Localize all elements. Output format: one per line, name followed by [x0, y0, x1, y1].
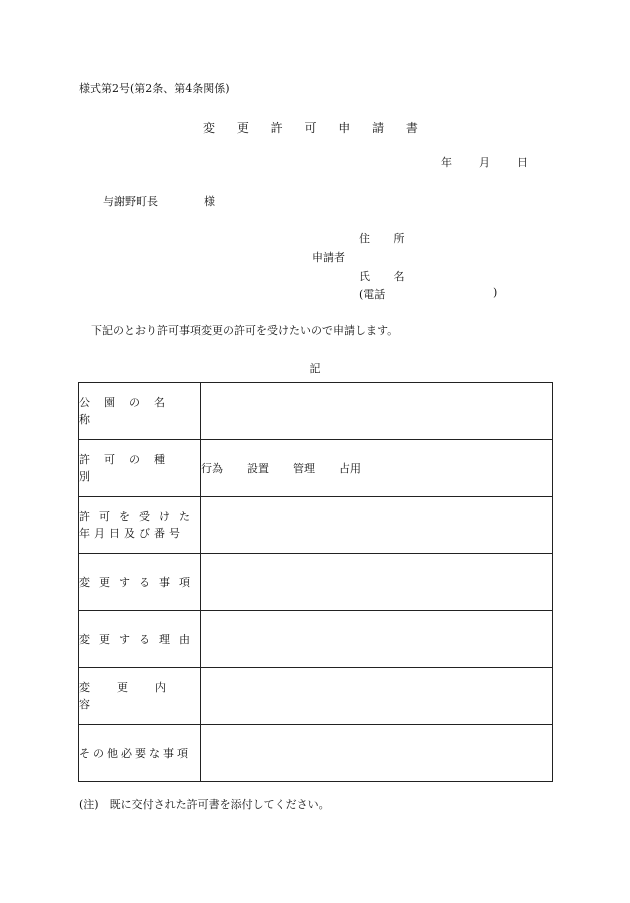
phone-close-paren: )	[493, 286, 498, 299]
intro-text: 下記のとおり許可事項変更の許可を受けたいので申請します。	[91, 324, 399, 337]
row-value-other-matters[interactable]	[201, 725, 553, 782]
table-row	[79, 611, 553, 668]
permit-option-act[interactable]: 行為	[201, 462, 223, 475]
table-row	[79, 668, 553, 725]
row-label-other-matters: その他必要な事項	[79, 725, 201, 782]
row-label-change-items: 変更する事項	[79, 554, 201, 611]
row-label-line1: 許可を受けた	[79, 510, 199, 523]
row-label-permit-date-number	[79, 497, 201, 554]
phone-label: (電話	[359, 288, 386, 301]
date-day: 日	[517, 156, 528, 169]
row-value-park-name[interactable]	[201, 383, 553, 440]
row-label-permit-type: 許可の種別	[79, 440, 201, 497]
row-label-change-content: 変更内容	[79, 668, 201, 725]
table-row	[79, 725, 553, 782]
date-month: 月	[479, 156, 490, 169]
application-table	[78, 382, 553, 782]
date-year: 年	[441, 156, 452, 169]
row-value-change-reason[interactable]	[201, 611, 553, 668]
permit-option-management[interactable]: 管理	[293, 462, 315, 475]
row-label-line2: 年月日及び番号	[79, 527, 184, 540]
row-label-change-reason: 変更する理由	[79, 611, 201, 668]
date-line	[441, 154, 528, 170]
form-number: 様式第2号(第2条、第4条関係)	[79, 82, 230, 95]
permit-option-occupancy[interactable]: 占用	[339, 462, 361, 475]
name-label: 氏 名	[359, 270, 415, 283]
document-title: 変 更 許 可 申 請 書	[203, 121, 427, 135]
addressee-name: 与謝野町長	[103, 195, 158, 208]
table-row	[79, 497, 553, 554]
row-value-change-items[interactable]	[201, 554, 553, 611]
ki-heading: 記	[309, 362, 321, 375]
table-row	[79, 383, 553, 440]
addressee	[103, 193, 215, 209]
table-row	[79, 554, 553, 611]
row-value-permit-date-number[interactable]	[201, 497, 553, 554]
footnote: (注) 既に交付された許可書を添付してください。	[79, 798, 330, 811]
applicant-label: 申請者	[312, 251, 345, 264]
table-row	[79, 440, 553, 497]
addressee-honorific: 様	[204, 195, 215, 208]
row-value-permit-type[interactable]	[201, 440, 553, 497]
row-label-park-name: 公園の名称	[79, 383, 201, 440]
address-label: 住 所	[359, 232, 415, 245]
row-value-change-content[interactable]	[201, 668, 553, 725]
permit-option-installation[interactable]: 設置	[247, 462, 269, 475]
